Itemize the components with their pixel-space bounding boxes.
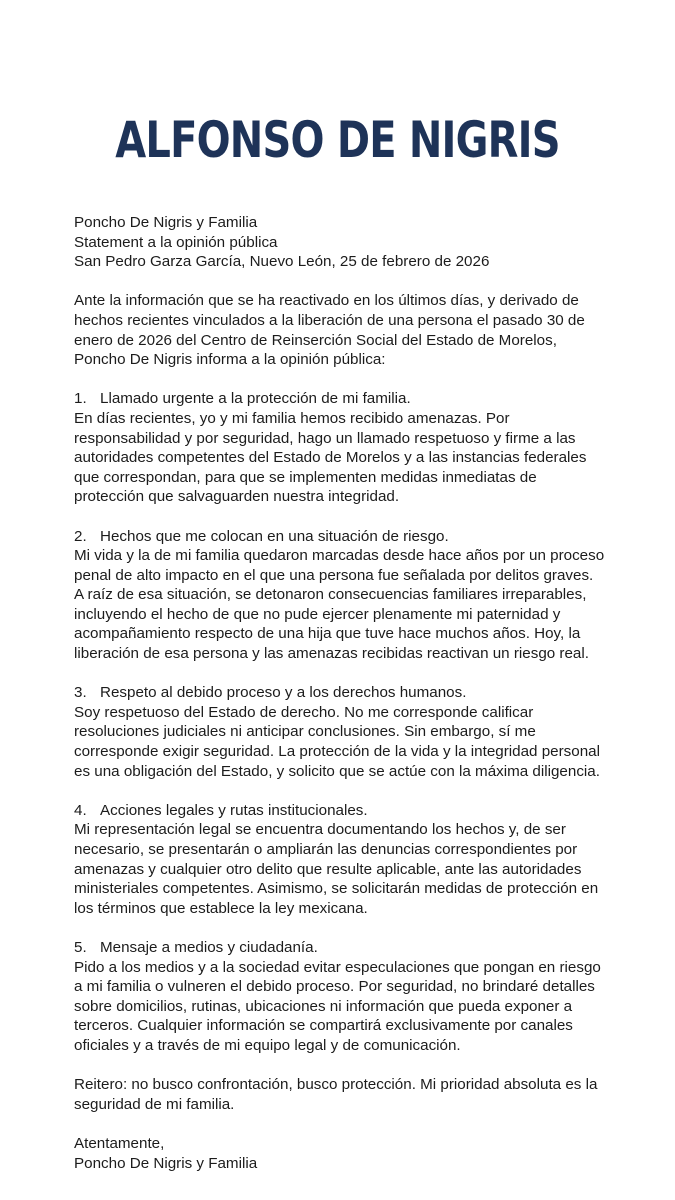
signoff: [74, 1134, 634, 1173]
paragraph-line: A raíz de esa situación, se detonaron consecuencias familiares irreparables,: [74, 586, 587, 604]
page-title: ALFONSO DE NIGRIS: [115, 111, 560, 169]
section-heading: [74, 527, 634, 547]
paragraph-line: que correspondan, para que se implementen medidas inmediatas de: [74, 468, 537, 486]
paragraph-line: resoluciones judiciales ni anticipar conclusiones. Sin embargo, sí me: [74, 723, 536, 741]
header-line: Poncho De Nigris y Familia: [74, 214, 258, 231]
signoff-line: Poncho De Nigris y Familia: [74, 1154, 258, 1172]
closing-paragraph: [74, 1075, 634, 1114]
section-number: 2.: [74, 527, 87, 545]
section-1: [74, 389, 634, 507]
paragraph-line: Reitero: no busco confrontación, busco protección. Mi prioridad absoluta es la: [74, 1076, 598, 1094]
paragraph-line: corresponde exigir seguridad. La protección de la vida y la integridad personal: [74, 743, 600, 761]
paragraph-line: Ante la información que se ha reactivado en los últimos días, y derivado de: [74, 292, 579, 310]
paragraph-line: seguridad de mi familia.: [74, 1095, 235, 1113]
paragraph-line: Mi representación legal se encuentra documentando los hechos y, de ser: [74, 821, 566, 839]
paragraph-line: oficiales y a través de mi equipo legal y de comunicación.: [74, 1036, 461, 1054]
section-4: [74, 801, 634, 919]
paragraph-line: penal de alto impacto en el que una persona fue señalada por delitos graves.: [74, 566, 594, 584]
section-heading: [74, 389, 634, 409]
section-number: 1.: [74, 390, 87, 408]
section-5: [74, 938, 634, 1056]
section-heading: [74, 801, 634, 821]
paragraph-line: sobre domicilios, rutinas, ubicaciones ni información que pueda exponer a: [74, 997, 573, 1015]
section-heading-text: Mensaje a medios y ciudadanía.: [100, 938, 318, 956]
paragraph-line: es una obligación del Estado, y solicito que se actúe con la máxima diligencia.: [74, 762, 600, 780]
paragraph-line: responsabilidad y por seguridad, hago un llamado respetuoso y firme a las: [74, 429, 576, 447]
paragraph-line: necesario, se presentarán o ampliarán las denuncias correspondientes por: [74, 841, 578, 858]
paragraph-line: incluyendo el hecho de que no pude ejercer plenamente mi paternidad y: [74, 605, 561, 623]
statement-header: [74, 213, 634, 272]
paragraph-line: Pido a los medios y a la sociedad evitar especulaciones que pongan en riesgo: [74, 958, 601, 976]
intro-paragraph: [74, 291, 634, 369]
paragraph-line: a mi familia o vulneren el debido proceso. Por seguridad, no brindaré detalles: [74, 978, 595, 996]
paragraph-line: amenazas y cualquier otro delito que resulte aplicable, ante las autoridades: [74, 860, 582, 878]
section-3: [74, 683, 634, 781]
paragraph-line: En días recientes, yo y mi familia hemos recibido amenazas. Por: [74, 409, 510, 427]
section-number: 3.: [74, 684, 87, 702]
paragraph-line: terceros. Cualquier información se compartirá exclusivamente por canales: [74, 1017, 573, 1035]
paragraph-line: protección que salvaguarden nuestra integridad.: [74, 488, 400, 506]
section-heading-text: Acciones legales y rutas institucionales.: [100, 801, 368, 819]
header-line: San Pedro Garza García, Nuevo León, 25 de febrero de 2026: [74, 253, 490, 271]
signoff-line: Atentamente,: [74, 1134, 165, 1152]
statement-body: [74, 213, 634, 1173]
paragraph-line: liberación de esa persona y las amenazas recibidas reactivan un riesgo real.: [74, 645, 589, 663]
header-line: Statement a la opinión pública: [74, 233, 278, 251]
paragraph-line: autoridades competentes del Estado de Morelos y a las instancias federales: [74, 449, 587, 467]
paragraph-line: los términos que establece la ley mexicana.: [74, 899, 368, 917]
section-number: 5.: [74, 938, 87, 956]
section-heading-text: Hechos que me colocan en una situación de riesgo.: [100, 527, 449, 545]
paragraph-line: enero de 2026 del Centro de Reinserción Social del Estado de Morelos,: [74, 331, 557, 349]
paragraph-line: Mi vida y la de mi familia quedaron marcadas desde hace años por un proceso: [74, 547, 605, 565]
paragraph-line: hechos recientes vinculados a la liberación de una persona el pasado 30 de: [74, 311, 585, 329]
paragraph-line: Soy respetuoso del Estado de derecho. No me corresponde calificar: [74, 703, 534, 721]
section-heading: [74, 683, 634, 703]
paragraph-line: acompañamiento respecto de una hija que tuve hace muchos años. Hoy, la: [74, 625, 581, 643]
paragraph-line: Poncho De Nigris informa a la opinión pública:: [74, 351, 386, 369]
paragraph-line: ministeriales competentes. Asimismo, se solicitarán medidas de protección en: [74, 880, 599, 898]
section-2: [74, 527, 634, 664]
section-heading-text: Respeto al debido proceso y a los derechos humanos.: [100, 684, 467, 702]
section-heading: [74, 938, 634, 958]
section-heading-text: Llamado urgente a la protección de mi familia.: [100, 390, 411, 408]
section-number: 4.: [74, 801, 87, 819]
